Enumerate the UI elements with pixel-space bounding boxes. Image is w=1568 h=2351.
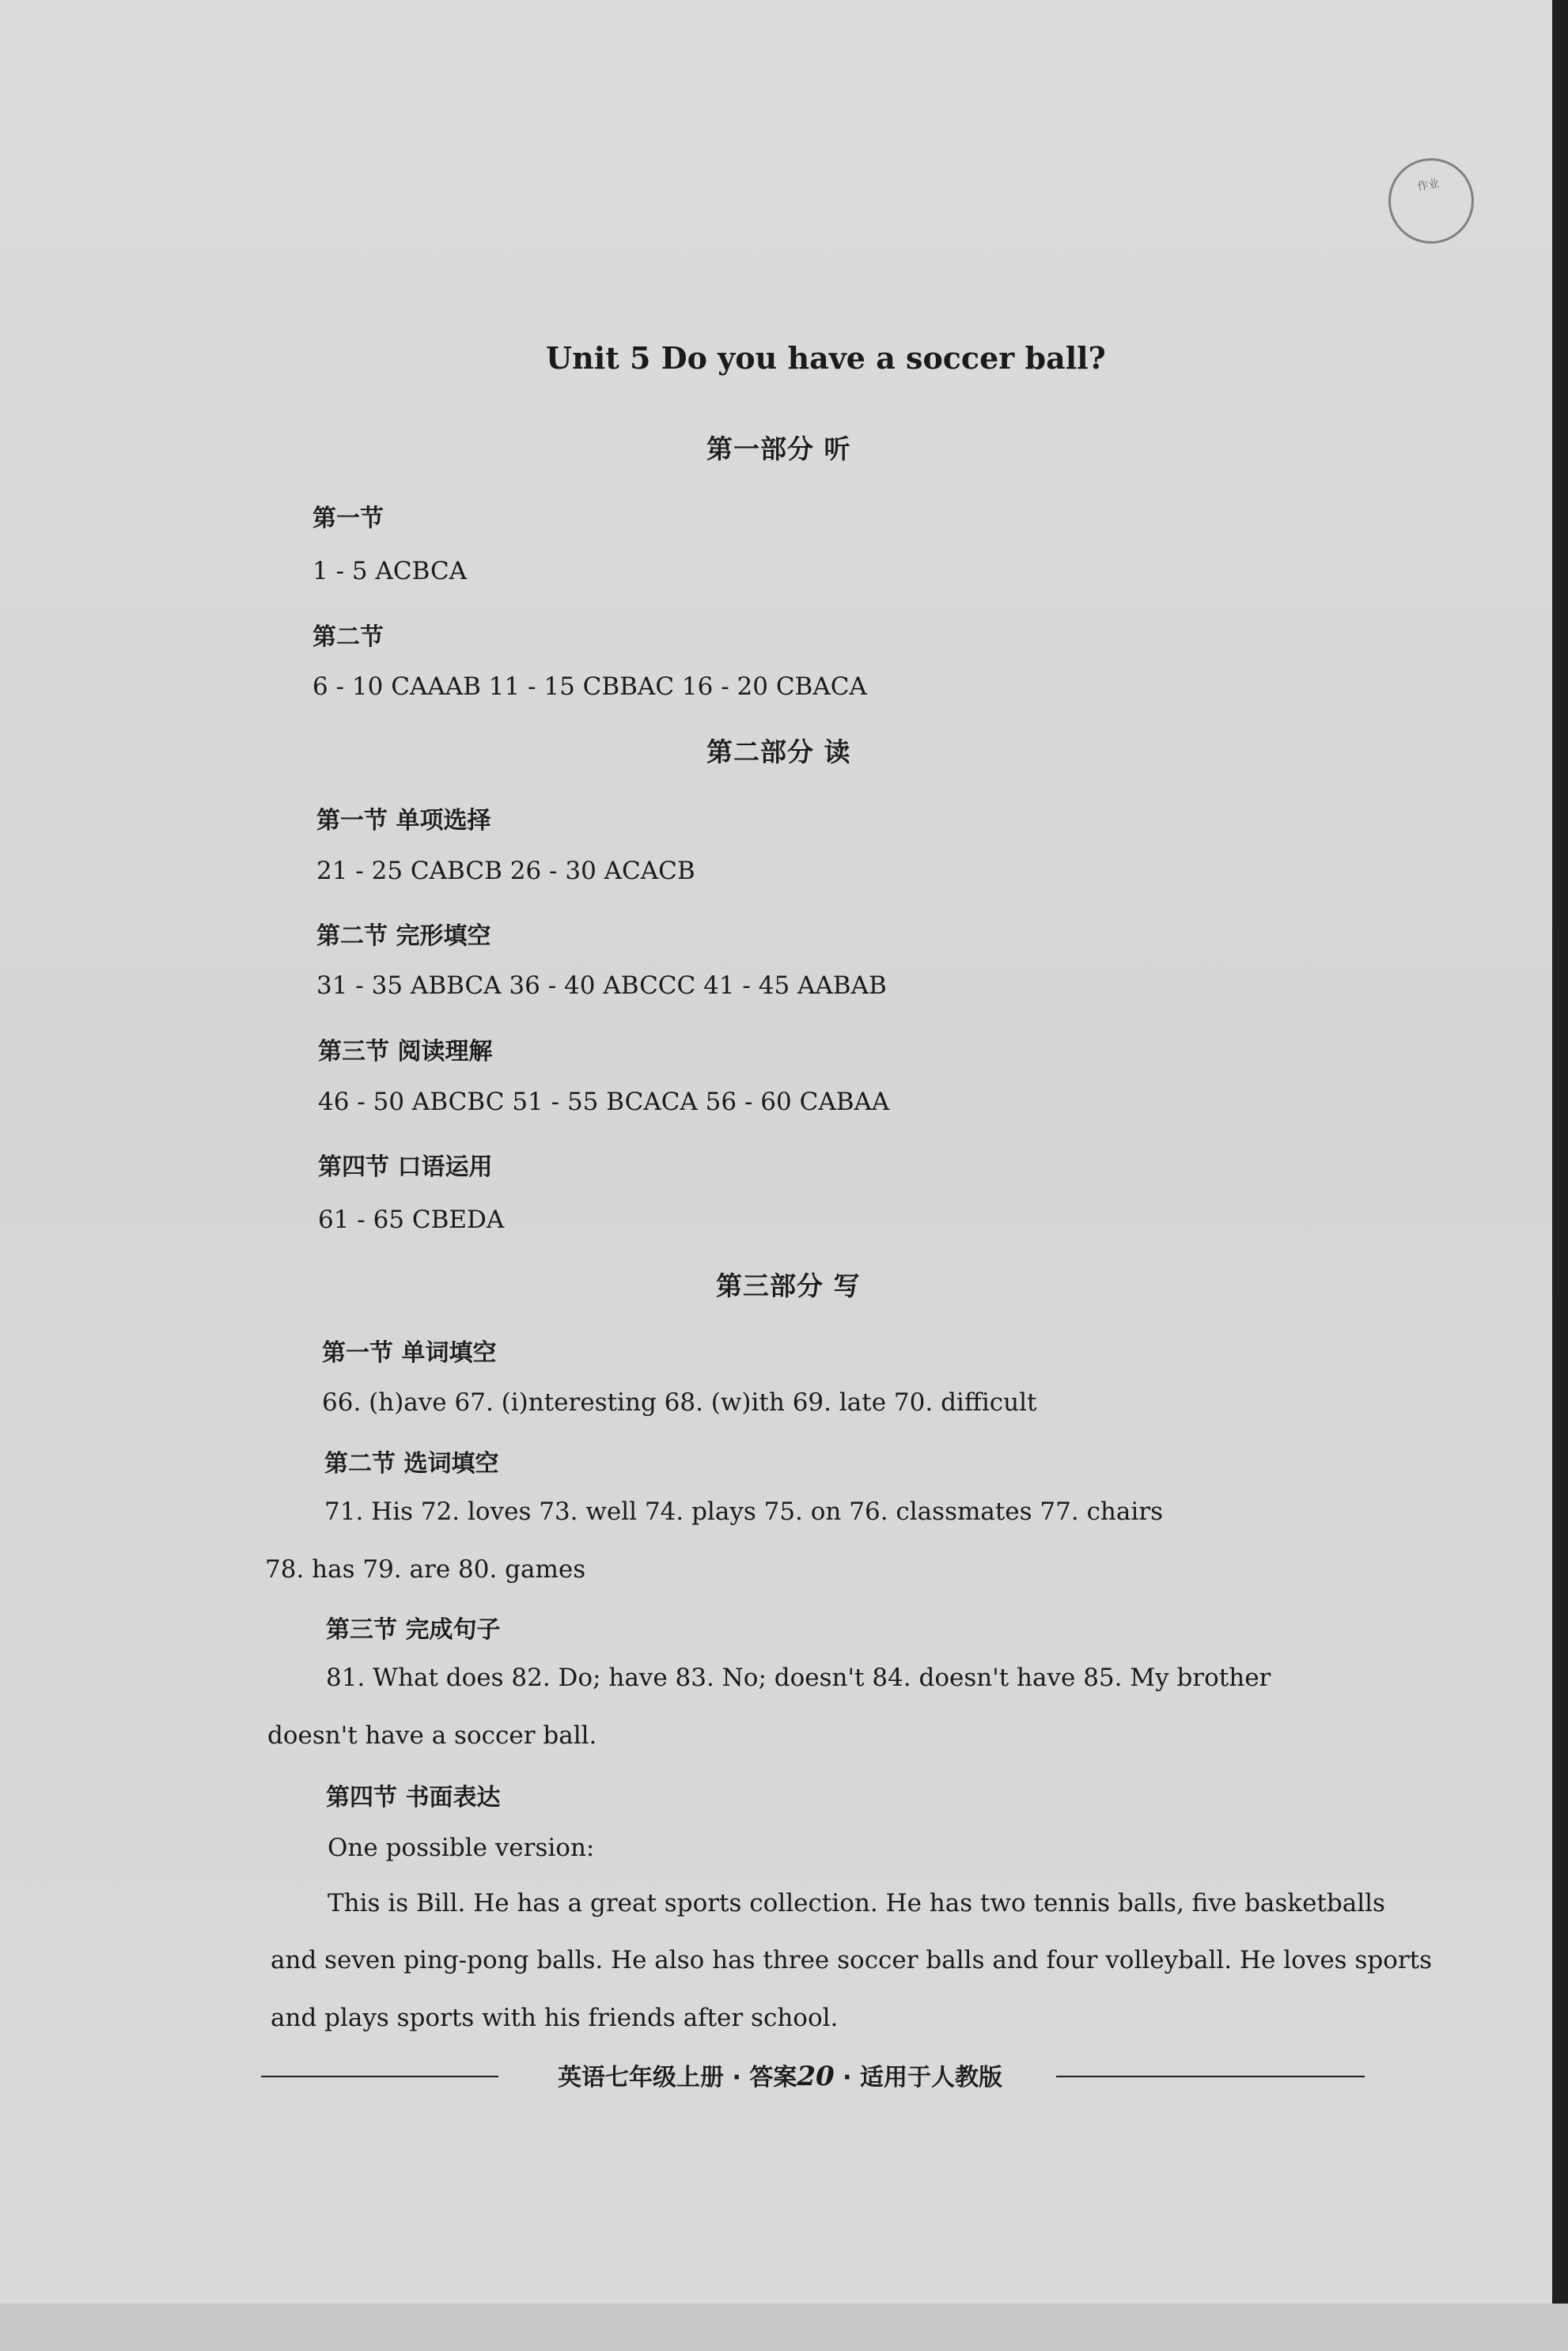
writing-section2-title: 第二节 选词填空 — [324, 1450, 499, 1478]
footer-page-number: 20 — [797, 2061, 835, 2092]
reading-section2-answers: 31 - 35 ABBCA 36 - 40 ABCCC 41 - 45 AABAB — [316, 971, 887, 1000]
reading-section1-title: 第一节 单项选择 — [316, 807, 491, 835]
listening-section1-title: 第一节 — [312, 505, 384, 532]
part-listening-title: 第一部分 听 — [706, 433, 851, 464]
homework-stamp — [1381, 151, 1480, 250]
reading-section1-answers: 21 - 25 CABCB 26 - 30 ACACB — [316, 857, 695, 885]
essay-line-3: and plays sports with his friends after school. — [271, 2004, 839, 2032]
footer-edition: · 适用于人教版 — [834, 2064, 1002, 2092]
writing-section2-answers-line1: 71. His 72. loves 73. well 74. plays 75. on 76. classmates 77. chairs — [324, 1497, 1164, 1526]
footer-rule-left — [261, 2076, 498, 2077]
writing-section4-title: 第四节 书面表达 — [326, 1784, 501, 1812]
essay-line-2: and seven ping-pong balls. He also has three soccer balls and four volleyball. He loves sports — [271, 1946, 1433, 1974]
part-reading-title: 第二部分 读 — [706, 736, 851, 767]
page-bottom-strip — [0, 2304, 1568, 2351]
footer-book-title: 英语七年级上册 · 答案 — [558, 2064, 797, 2092]
reading-section3-answers: 46 - 50 ABCBC 51 - 55 BCACA 56 - 60 CABAA — [318, 1088, 890, 1116]
writing-section1-answers: 66. (h)ave 67. (i)nteresting 68. (w)ith 69. late 70. difficult — [322, 1388, 1037, 1417]
reading-section4-answers: 61 - 65 CBEDA — [318, 1206, 505, 1234]
reading-section3-title: 第三节 阅读理解 — [318, 1038, 493, 1066]
writing-section3-answers-line1: 81. What does 82. Do; have 83. No; doesn't 84. doesn't have 85. My brother — [326, 1664, 1271, 1692]
reading-section2-title: 第二节 完形填空 — [316, 922, 491, 950]
unit-title: Unit 5 Do you have a soccer ball? — [546, 340, 1106, 376]
writing-section2-answers-line2: 78. has 79. are 80. games — [265, 1555, 586, 1584]
essay-intro: One possible version: — [328, 1834, 595, 1862]
footer-rule-right — [1056, 2076, 1365, 2077]
listening-section1-answers: 1 - 5 ACBCA — [312, 557, 468, 585]
stamp-text: 作业 — [1416, 176, 1441, 194]
page-footer — [261, 2058, 1365, 2097]
essay-line-1: This is Bill. He has a great sports collection. He has two tennis balls, five basketballs — [328, 1889, 1385, 1918]
footer-text — [511, 2058, 1049, 2092]
writing-section3-title: 第三节 完成句子 — [326, 1616, 501, 1644]
writing-section3-answers-line2: doesn't have a soccer ball. — [267, 1721, 597, 1750]
listening-section2-title: 第二节 — [312, 623, 384, 651]
page-edge-shadow — [1552, 0, 1568, 2351]
writing-section1-title: 第一节 单词填空 — [322, 1339, 497, 1367]
listening-section2-answers: 6 - 10 CAAAB 11 - 15 CBBAC 16 - 20 CBACA — [312, 672, 867, 701]
part-writing-title: 第三部分 写 — [716, 1270, 861, 1301]
reading-section4-title: 第四节 口语运用 — [318, 1153, 493, 1181]
